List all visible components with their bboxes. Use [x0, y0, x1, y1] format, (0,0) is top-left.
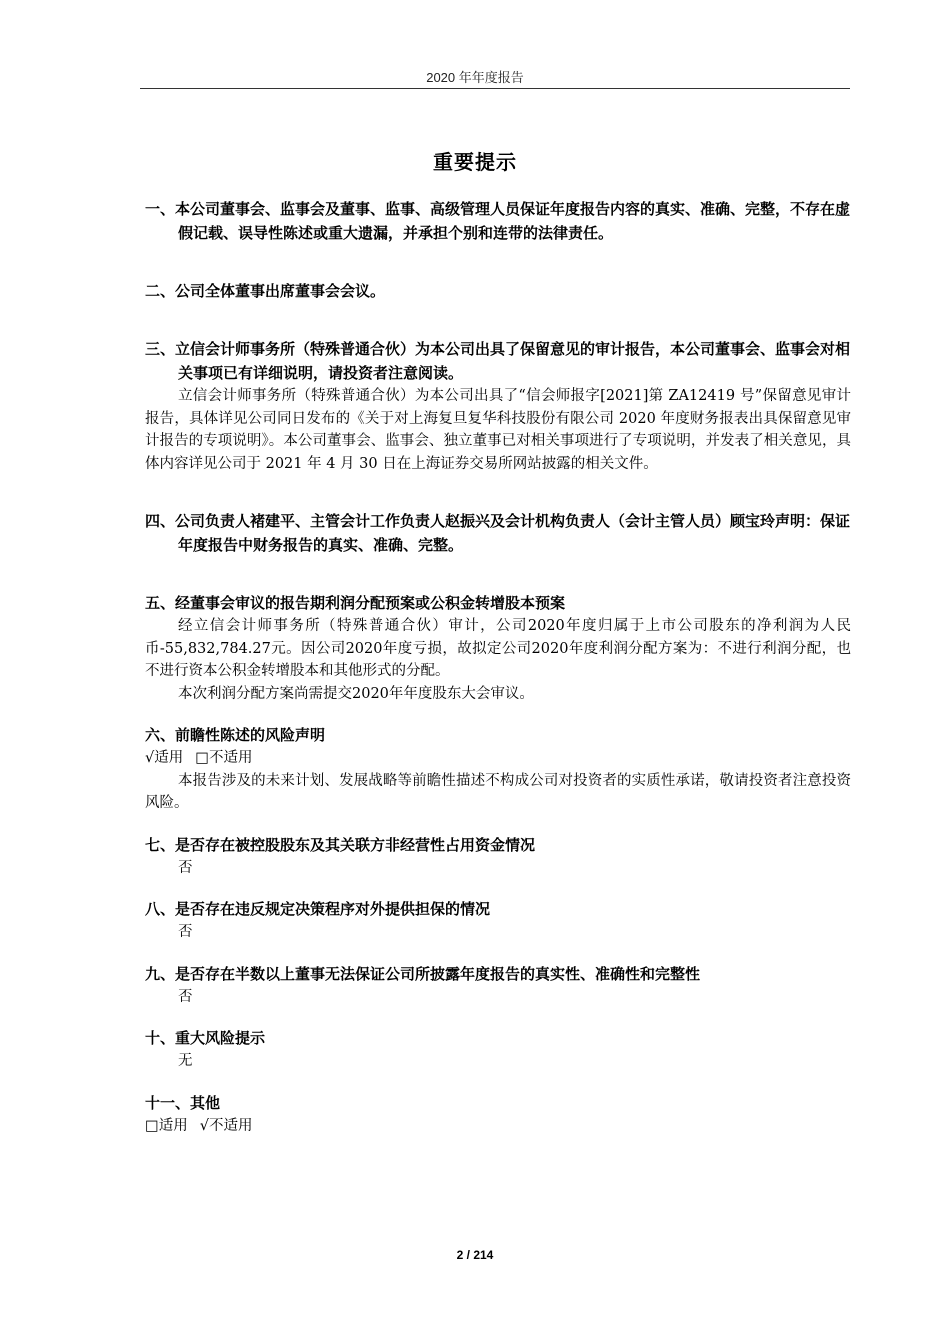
- applicable-unchecked-option: □适用: [145, 1117, 188, 1134]
- section-8-heading: 八、是否存在违反规定决策程序对外提供担保的情况: [145, 900, 491, 918]
- section-4-heading: 四、公司负责人褚建平、主管会计工作负责人赵振兴及会计机构负责人（会计主管人员）顾宝玲声明：保证年度报告中财务报告的真实、准确、完整。: [145, 512, 851, 554]
- page-number: 2 / 214: [456, 1248, 494, 1262]
- document-body: [145, 197, 851, 1137]
- section-6-options: [145, 747, 851, 770]
- section-9-heading: 九、是否存在半数以上董事无法保证公司所披露年度报告的真实性、准确性和完整性: [145, 964, 701, 983]
- section-11-options: [145, 1115, 851, 1138]
- header-divider: [140, 88, 850, 89]
- section-2-heading: 二、公司全体董事出席董事会会议。: [145, 282, 386, 300]
- section-5-heading: 五、经董事会审议的报告期利润分配预案或公积金转增股本预案: [145, 594, 566, 612]
- section-6-body: 本报告涉及的未来计划、发展战略等前瞻性描述不构成公司对投资者的实质性承诺，敬请投资者注意投资风险。: [145, 772, 851, 811]
- section-6-heading: 六、前瞻性陈述的风险声明: [145, 726, 326, 744]
- section-11-heading: 十一、其他: [145, 1093, 221, 1112]
- section-5-body-2: 本次利润分配方案尚需提交2020年年度股东大会审议。: [178, 685, 534, 702]
- section-3-heading: 三、立信会计师事务所（特殊普通合伙）为本公司出具了保留意见的审计报告，本公司董事会、监事会对相关事项已有详细说明，请投资者注意阅读。: [145, 340, 851, 382]
- applicable-checked-option: √适用: [145, 750, 184, 766]
- not-applicable-checked-option: √不适用: [199, 1117, 253, 1134]
- section-7-heading: 七、是否存在被控股股东及其关联方非经营性占用资金情况: [145, 835, 536, 854]
- section-5-body-1: 经立信会计师事务所（特殊普通合伙）审计，公司2020年度归属于上市公司股东的净利润为人民币-55,832,784.27元。因公司2020年度亏损，故拟定公司2020年度利润分配方案为：不进行利润分配，也不进行资本公积金转增股本和其他形式的分配。: [145, 618, 851, 679]
- section-10-heading: 十、重大风险提示: [145, 1029, 266, 1047]
- running-header: 2020 年年度报告: [426, 70, 524, 85]
- page-title: 重要提示: [433, 150, 517, 174]
- section-3-body: 立信会计师事务所（特殊普通合伙）为本公司出具了“信会师报字[2021]第 ZA12419 号”保留意见审计报告，具体详见公司同日发布的《关于对上海复旦复华科技股份有限公司 2020 年度财务报表出具保留意见审计报告的专项说明》。本公司董事会、监事会、独立董事已对相关事项进行了专项说明，并发表了相关意见，具体内容详见公司于 2021 年 4 月 30 日在上海证券交易所网站披露的相关文件。: [145, 388, 851, 472]
- section-1-heading: 一、本公司董事会、监事会及董事、监事、高级管理人员保证年度报告内容的真实、准确、完整，不存在虚假记载、误导性陈述或重大遗漏，并承担个别和连带的法律责任。: [145, 200, 851, 242]
- section-9-answer: 否: [178, 988, 193, 1005]
- section-10-answer: 无: [178, 1053, 193, 1069]
- section-7-answer: 否: [178, 859, 193, 876]
- section-8-answer: 否: [178, 924, 193, 940]
- not-applicable-unchecked-option: □不适用: [195, 750, 253, 766]
